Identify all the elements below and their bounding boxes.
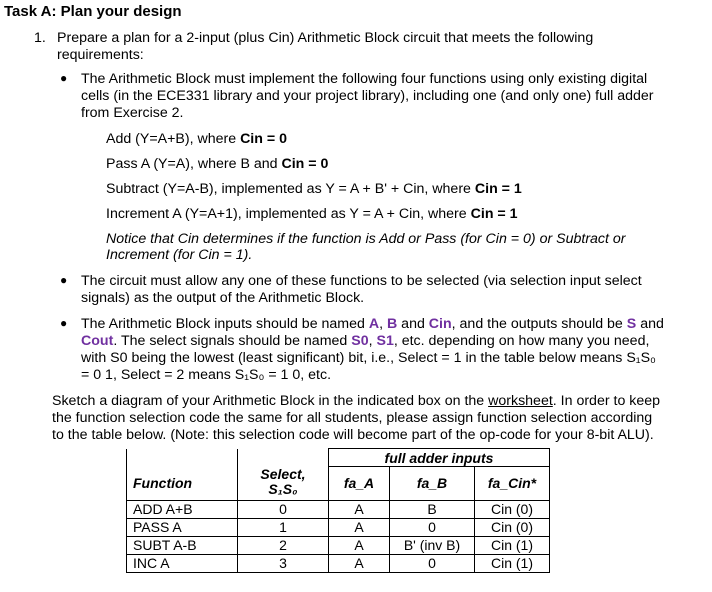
item-number: 1. <box>34 30 46 46</box>
header-select: Select, S₁S₀ <box>238 467 329 501</box>
header-function: Function <box>127 467 238 501</box>
intro-line-2: requirements: <box>57 47 144 63</box>
bullet-1-line-3: from Exercise 2. <box>81 105 184 121</box>
intro-line-1: Prepare a plan for a 2-input (plus Cin) Arithmetic Block circuit that meets the following <box>57 30 594 46</box>
table-row: SUBT A-B 2 A B' (inv B) Cin (1) <box>127 536 550 554</box>
bullet-3-line-4: = 0 1, Select = 2 means S₁S₀ = 1 0, etc. <box>81 367 332 383</box>
table-row: ADD A+B 0 A B Cin (0) <box>127 500 550 518</box>
function-subtract: Subtract (Y=A-B), implemented as Y = A + B' + Cin, where Cin = 1 <box>106 181 522 197</box>
header-fa-cin: fa_Cin* <box>475 467 550 501</box>
function-table <box>126 448 550 573</box>
table-row: INC A 3 A 0 Cin (1) <box>127 554 550 572</box>
function-add: Add (Y=A+B), where Cin = 0 <box>106 131 287 147</box>
header-group: full adder inputs <box>329 449 550 467</box>
header-blank-2 <box>238 449 329 467</box>
header-fa-a: fa_A <box>329 467 390 501</box>
task-title: Task A: Plan your design <box>4 3 182 20</box>
worksheet-link[interactable]: worksheet <box>488 393 553 409</box>
bullet-3-line-3: with S0 being the lowest (least significant) bit, i.e., Select = 1 in the table below means S₁S₀ <box>81 350 656 366</box>
sketch-line-2: the function selection code the same for all students, please assign function selection according <box>52 410 653 426</box>
bullet-1-dot: ● <box>60 71 68 85</box>
bullet-3-dot: ● <box>60 316 68 330</box>
bullet-1-line-2: cells (in the ECE331 library and your project library), including one (and only one) full adder <box>81 88 654 104</box>
bullet-3-line-1: The Arithmetic Block inputs should be named A, B and Cin, and the outputs should be S and <box>81 316 664 332</box>
note-line-1: Notice that Cin determines if the function is Add or Pass (for Cin = 0) or Subtract or <box>106 231 626 247</box>
header-fa-b: fa_B <box>390 467 475 501</box>
sketch-line-3: to the table below. (Note: this selection code will become part of the op-code for your 8-bit ALU). <box>52 427 654 443</box>
note-line-2: Increment (for Cin = 1). <box>106 247 253 263</box>
sketch-line-1: Sketch a diagram of your Arithmetic Block in the indicated box on the worksheet. In order to keep <box>52 393 661 409</box>
function-increment: Increment A (Y=A+1), implemented as Y = A + Cin, where Cin = 1 <box>106 206 518 222</box>
bullet-2-dot: ● <box>60 273 68 287</box>
function-pass: Pass A (Y=A), where B and Cin = 0 <box>106 156 329 172</box>
bullet-2-line-2: signals) as the output of the Arithmetic Block. <box>81 290 365 306</box>
bullet-3-line-2: Cout. The select signals should be named S0, S1, etc. depending on how many you need, <box>81 333 650 349</box>
bullet-1-line-1: The Arithmetic Block must implement the following four functions using only existing digital <box>81 71 648 87</box>
header-blank-1 <box>127 449 238 467</box>
bullet-2-line-1: The circuit must allow any one of these functions to be selected (via selection input select <box>81 273 642 289</box>
table-row: PASS A 1 A 0 Cin (0) <box>127 518 550 536</box>
